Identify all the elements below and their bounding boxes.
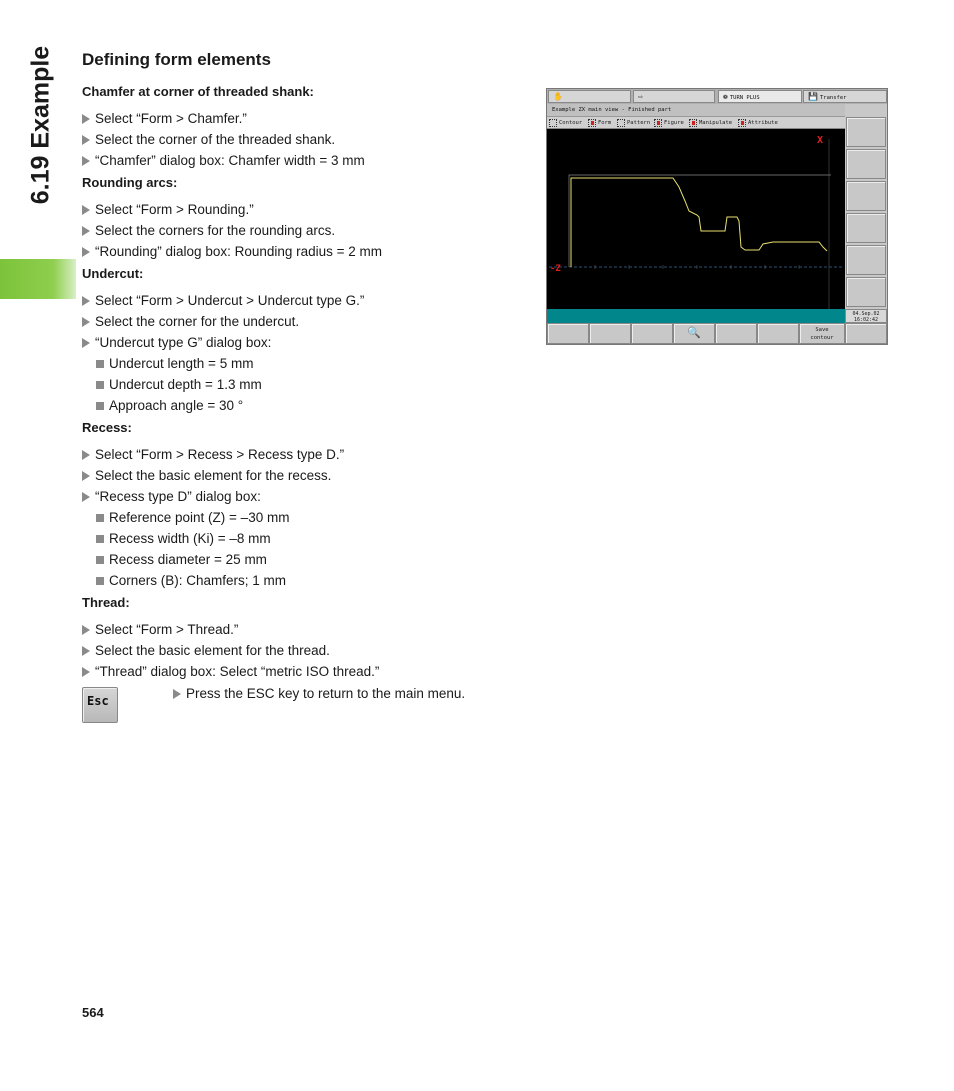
chapter-title bbox=[26, 30, 56, 220]
turn-plus-icon: ❁ bbox=[723, 92, 728, 101]
triangle-bullet-icon bbox=[82, 226, 90, 236]
recess-block bbox=[82, 420, 522, 591]
step-text: Select “Form > Thread.” bbox=[95, 622, 239, 637]
step-text: “Undercut type G” dialog box: bbox=[95, 335, 272, 350]
undercut-block bbox=[82, 266, 522, 416]
step-text: “Recess type D” dialog box: bbox=[95, 489, 261, 504]
screen-menu-bar bbox=[547, 117, 845, 129]
step-text: Select “Form > Rounding.” bbox=[95, 202, 254, 217]
horizontal-softkey bbox=[589, 323, 631, 344]
hand-icon: ✋ bbox=[553, 92, 563, 101]
chamfer-block bbox=[82, 84, 522, 171]
esc-key-label: Esc bbox=[87, 694, 109, 708]
part-contour bbox=[571, 178, 827, 267]
key-magnifier-icon: 🔍 bbox=[687, 326, 701, 339]
step-item bbox=[82, 661, 522, 682]
esc-instruction bbox=[82, 683, 522, 723]
vertical-softkey bbox=[846, 277, 886, 307]
triangle-bullet-icon bbox=[82, 667, 90, 677]
screen-tab-label: TURN PLUS bbox=[729, 95, 760, 101]
param-item bbox=[82, 528, 522, 549]
param-item bbox=[82, 395, 522, 416]
screen-menu-label: Contour bbox=[559, 120, 583, 126]
param-item bbox=[82, 507, 522, 528]
step-text: “Rounding” dialog box: Rounding radius = 2 mm bbox=[95, 244, 383, 259]
page-number: 564 bbox=[82, 1005, 104, 1020]
screen-menu-item bbox=[737, 117, 778, 129]
thread-heading: Thread: bbox=[82, 595, 130, 610]
square-bullet-icon bbox=[96, 556, 104, 564]
screen-menu-item bbox=[548, 117, 582, 129]
recess-heading: Recess: bbox=[82, 420, 132, 435]
screen-menu-item bbox=[688, 117, 732, 129]
screen-menu-label: Manipulate bbox=[699, 120, 733, 126]
screen-clock bbox=[845, 309, 887, 323]
step-item bbox=[82, 290, 522, 311]
square-bullet-icon bbox=[96, 577, 104, 585]
save-contour-softkey bbox=[799, 323, 845, 344]
instruction-column bbox=[82, 50, 522, 727]
menu-marker-icon bbox=[689, 119, 697, 127]
vertical-softkey bbox=[846, 181, 886, 211]
step-item bbox=[82, 619, 522, 640]
step-text: Select the corners for the rounding arcs. bbox=[95, 223, 336, 238]
screen-tab-turn-plus bbox=[718, 90, 802, 103]
param-text: Recess width (Ki) = –8 mm bbox=[109, 531, 271, 546]
step-text: Select “Form > Chamfer.” bbox=[95, 111, 247, 126]
param-item bbox=[82, 549, 522, 570]
z-axis-label: -Z bbox=[550, 264, 561, 274]
screen-menu-label: Pattern bbox=[627, 120, 651, 126]
disk-icon: 💾 bbox=[808, 92, 818, 101]
triangle-bullet-icon bbox=[82, 296, 90, 306]
step-text: Select the corner of the threaded shank. bbox=[95, 132, 336, 147]
param-text: Approach angle = 30 ° bbox=[109, 398, 244, 413]
step-text: Select “Form > Recess > Recess type D.” bbox=[95, 447, 345, 462]
esc-key-icon bbox=[82, 687, 118, 723]
step-item bbox=[82, 108, 522, 129]
step-item bbox=[82, 199, 522, 220]
step-item bbox=[82, 332, 522, 353]
rounding-heading: Rounding arcs: bbox=[82, 175, 178, 190]
chamfer-heading: Chamfer at corner of threaded shank: bbox=[82, 84, 314, 99]
menu-marker-icon bbox=[738, 119, 746, 127]
screen-time: 16:02:42 bbox=[853, 317, 879, 323]
step-item bbox=[82, 486, 522, 507]
step-text: Select the basic element for the thread. bbox=[95, 643, 330, 658]
undercut-heading: Undercut: bbox=[82, 266, 144, 281]
section-title: Defining form elements bbox=[82, 50, 271, 69]
param-item bbox=[82, 353, 522, 374]
step-text: “Thread” dialog box: Select “metric ISO thread.” bbox=[95, 664, 380, 679]
thread-block bbox=[82, 595, 522, 723]
triangle-bullet-icon bbox=[82, 247, 90, 257]
triangle-bullet-icon bbox=[82, 156, 90, 166]
step-item bbox=[82, 444, 522, 465]
screen-date: 04.Sep.02 bbox=[852, 311, 880, 317]
step-item bbox=[82, 311, 522, 332]
screen-menu-item bbox=[587, 117, 611, 129]
x-axis-label: X bbox=[817, 135, 824, 146]
horizontal-softkey bbox=[845, 323, 887, 344]
vertical-softkeys bbox=[845, 117, 887, 309]
step-text: Press the ESC key to return to the main menu. bbox=[186, 686, 466, 701]
vertical-softkey bbox=[846, 213, 886, 243]
screen-tab-bar bbox=[547, 89, 887, 104]
horizontal-softkey bbox=[631, 323, 673, 344]
square-bullet-icon bbox=[96, 360, 104, 368]
step-item bbox=[82, 465, 522, 486]
chapter-title-text: 6.19 Example bbox=[26, 45, 55, 205]
step-text: Select the basic element for the recess. bbox=[95, 468, 332, 483]
horizontal-softkey bbox=[715, 323, 757, 344]
triangle-bullet-icon bbox=[82, 135, 90, 145]
triangle-bullet-icon bbox=[82, 625, 90, 635]
screen-tab-transfer bbox=[803, 90, 887, 103]
vertical-softkey bbox=[846, 149, 886, 179]
step-item bbox=[82, 150, 522, 171]
menu-marker-icon bbox=[617, 119, 625, 127]
screen-menu-label: Form bbox=[598, 120, 612, 126]
param-text: Reference point (Z) = –30 mm bbox=[109, 510, 290, 525]
param-item bbox=[82, 374, 522, 395]
param-text: Corners (B): Chamfers; 1 mm bbox=[109, 573, 287, 588]
square-bullet-icon bbox=[96, 535, 104, 543]
step-item bbox=[82, 129, 522, 150]
triangle-bullet-icon bbox=[82, 450, 90, 460]
square-bullet-icon bbox=[96, 381, 104, 389]
triangle-bullet-icon bbox=[82, 338, 90, 348]
horizontal-softkey bbox=[673, 323, 715, 344]
screen-menu-item bbox=[653, 117, 684, 129]
triangle-bullet-icon bbox=[82, 205, 90, 215]
screen-tab-program bbox=[633, 90, 715, 103]
triangle-bullet-icon bbox=[82, 646, 90, 656]
screen-info-line: Example ZX main view - Finished part bbox=[547, 104, 845, 117]
menu-marker-icon bbox=[588, 119, 596, 127]
menu-marker-icon bbox=[549, 119, 557, 127]
arrow-right-icon: ⇨ bbox=[638, 92, 643, 101]
triangle-bullet-icon bbox=[82, 114, 90, 124]
contour-graphic bbox=[547, 129, 845, 309]
softkey-label: Save bbox=[815, 327, 829, 333]
triangle-bullet-icon bbox=[82, 317, 90, 327]
triangle-bullet-icon bbox=[82, 471, 90, 481]
softkey-label: contour bbox=[810, 335, 834, 341]
cnc-screenshot bbox=[546, 88, 888, 345]
step-text: “Chamfer” dialog box: Chamfer width = 3 mm bbox=[95, 153, 365, 168]
screen-menu-label: Attribute bbox=[748, 120, 778, 126]
step-item bbox=[82, 220, 522, 241]
param-text: Undercut depth = 1.3 mm bbox=[109, 377, 262, 392]
rounding-block bbox=[82, 175, 522, 262]
vertical-softkey bbox=[846, 245, 886, 275]
chapter-color-tab bbox=[0, 259, 76, 299]
horizontal-softkeys bbox=[547, 323, 887, 344]
screen-status-bar bbox=[547, 309, 845, 323]
step-item bbox=[82, 640, 522, 661]
param-item bbox=[82, 570, 522, 591]
contour-drawing bbox=[547, 129, 845, 309]
step-item bbox=[173, 683, 465, 704]
param-text: Recess diameter = 25 mm bbox=[109, 552, 267, 567]
screen-tab-machine bbox=[548, 90, 631, 103]
vertical-softkey bbox=[846, 117, 886, 147]
square-bullet-icon bbox=[96, 514, 104, 522]
screen-menu-label: Figure bbox=[664, 120, 684, 126]
triangle-bullet-icon bbox=[173, 689, 181, 699]
param-text: Undercut length = 5 mm bbox=[109, 356, 254, 371]
square-bullet-icon bbox=[96, 402, 104, 410]
horizontal-softkey bbox=[757, 323, 799, 344]
triangle-bullet-icon bbox=[82, 492, 90, 502]
step-item bbox=[82, 241, 522, 262]
horizontal-softkey bbox=[547, 323, 589, 344]
screen-menu-item bbox=[616, 117, 650, 129]
step-text: Select “Form > Undercut > Undercut type G.” bbox=[95, 293, 365, 308]
step-text: Select the corner for the undercut. bbox=[95, 314, 300, 329]
menu-marker-icon bbox=[654, 119, 662, 127]
screen-tab-label: Transfer bbox=[819, 95, 847, 101]
